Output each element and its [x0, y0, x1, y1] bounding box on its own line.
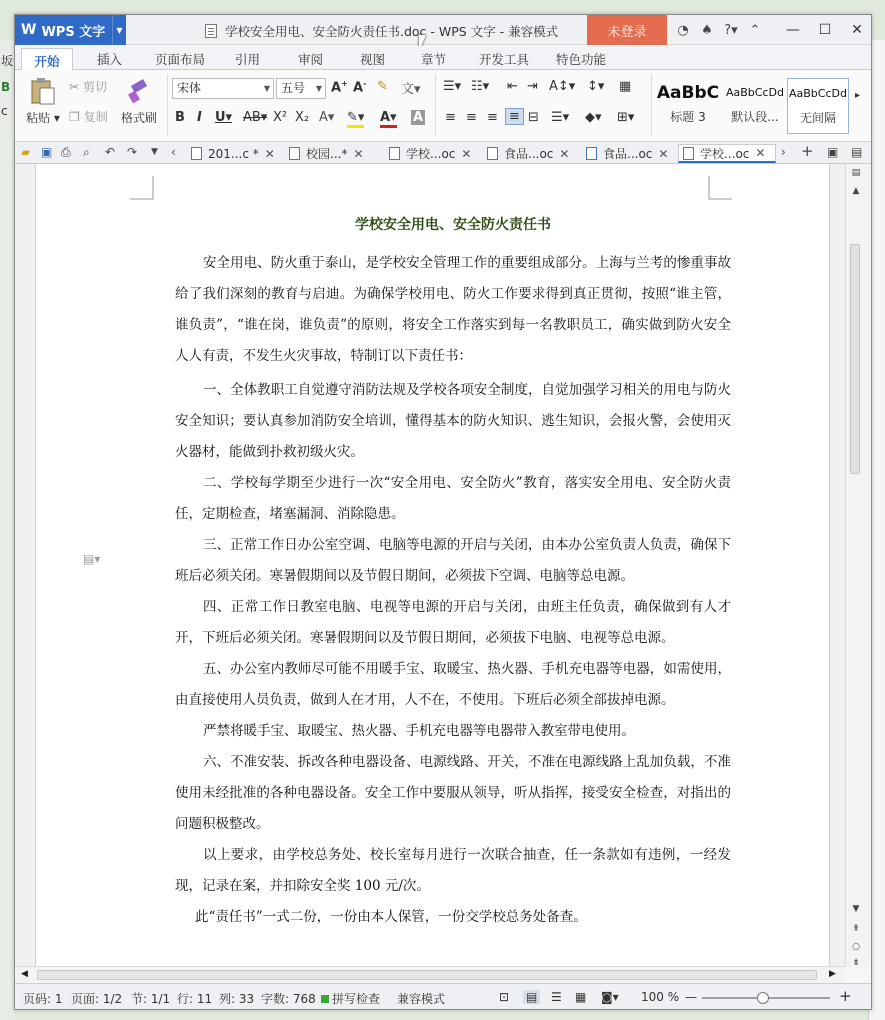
tab-page-layout[interactable]: 页面布局: [155, 52, 206, 67]
decrease-indent-icon[interactable]: ⇤: [507, 79, 518, 94]
doc-tab[interactable]: [285, 144, 383, 163]
text-effect-icon[interactable]: A▾: [319, 110, 335, 125]
paragraph: 四、正常工作日教室电脑、电视等电源的开启与关闭，由班主任负责，确保做到有人才开，下班后必须关闭。寒暑假期间以及节假日期间，必须拔下电脑、电视等总电源。: [175, 599, 731, 646]
doc-tab[interactable]: [582, 144, 680, 163]
tab-home[interactable]: 开始: [21, 48, 73, 71]
font-color-icon[interactable]: A▾: [380, 110, 397, 128]
paragraph: 五、办公室内教师尽可能不用暖手宝、取暖宝、热火器、手机充电器等电器，如需使用，由直接使用人员负责，做到人在才用，人不在，不使用。下班后必须全部拔掉电源。: [175, 661, 731, 708]
shading-icon[interactable]: ◆▾: [585, 110, 602, 125]
title-tools: [671, 15, 767, 45]
page-view-icon[interactable]: ▤: [523, 990, 540, 1004]
chevron-left-icon[interactable]: ‹: [171, 145, 176, 159]
shirt-icon[interactable]: ♠: [701, 22, 713, 38]
scroll-up-icon[interactable]: ▲: [852, 186, 860, 196]
justify-icon[interactable]: ≡: [505, 108, 524, 125]
tab-review[interactable]: 审阅: [298, 52, 324, 67]
style-sample: AaBbC: [656, 83, 720, 103]
borders-icon[interactable]: ⊞▾: [617, 110, 635, 125]
save-icon[interactable]: ▣: [41, 145, 53, 159]
chevron-right-icon[interactable]: ›: [781, 145, 786, 159]
font-name-select[interactable]: 宋体 ▼: [172, 78, 274, 99]
document-icon: [586, 147, 597, 160]
copy-label: 复制: [83, 110, 108, 124]
separator: [435, 74, 436, 136]
print-icon[interactable]: ⎙: [61, 145, 71, 159]
font-name-value: 宋体: [177, 81, 202, 95]
spell-check-label: 拼写检查: [332, 992, 381, 1006]
tab-insert[interactable]: 插入: [97, 52, 123, 67]
paragraph: 安全用电、防火重于泰山，是学校安全管理工作的重要组成部分。上海与兰考的惨重事故给了我们深刻的教育与启迪。为确保学校用电、防火工作要求得到真正贯彻，按照“谁主管，谁负责”，“谁在岗，谁负责”的原则，将安全工作落实到每一名教职员工，确实做到防火安全人人有责，不发生火灾事故，特制订以下责任书：: [175, 255, 731, 364]
window-title-text: 学校安全用电、安全防火责任书.doc - WPS 文字 - 兼容模式: [225, 24, 559, 39]
spell-check-icon: [321, 995, 329, 1003]
style-no-spacing[interactable]: [787, 78, 849, 134]
document-title: 学校安全用电、安全防火责任书: [355, 217, 551, 233]
next-page-icon[interactable]: ⇟: [852, 958, 860, 968]
font-size-value: 五号: [281, 81, 306, 95]
outline-view-icon[interactable]: ☰: [551, 990, 562, 1004]
document-icon: [289, 147, 300, 160]
copy-button[interactable]: [69, 108, 108, 125]
undo-icon[interactable]: ↶: [105, 145, 116, 159]
background-text: B: [1, 80, 11, 94]
paragraph-layout-icon[interactable]: ▤▾: [83, 552, 101, 566]
align-right-icon[interactable]: ≡: [487, 110, 498, 125]
tab-list-icon[interactable]: ▣: [827, 145, 839, 159]
document-icon: [205, 24, 217, 38]
scissors-icon: ✂: [69, 79, 80, 94]
zoom-in-icon[interactable]: +: [839, 987, 852, 1005]
distribute-icon[interactable]: ⊟: [528, 110, 539, 125]
font-size-select[interactable]: 五号 ▼: [276, 78, 326, 99]
app-menu-button[interactable]: [15, 15, 126, 45]
close-tab-icon[interactable]: ✕: [658, 146, 669, 161]
doc-tab-label: 学校...oc: [406, 147, 456, 161]
superscript-icon[interactable]: X²: [273, 110, 288, 125]
style-sample: AaBbCcDd: [789, 87, 847, 100]
doc-tab-label: 食品...oc: [504, 147, 554, 161]
help-icon[interactable]: ?▾: [724, 22, 738, 38]
tab-references[interactable]: 引用: [235, 52, 261, 67]
subscript-icon[interactable]: X₂: [295, 110, 310, 125]
customize-toolbar-icon[interactable]: ▼: [151, 147, 158, 157]
document-icon: [389, 147, 400, 160]
tab-view[interactable]: 视图: [360, 52, 386, 67]
app-name: WPS 文字: [41, 24, 106, 40]
tab-developer[interactable]: 开发工具: [479, 52, 530, 67]
window-title: [205, 22, 558, 40]
style-sample: AaBbCcDd: [726, 86, 784, 99]
login-button[interactable]: 未登录: [587, 15, 667, 45]
format-painter-button[interactable]: [119, 76, 159, 126]
close-tab-icon[interactable]: ✕: [559, 146, 570, 161]
doc-tab-active[interactable]: [678, 144, 776, 163]
minimize-icon[interactable]: —: [786, 22, 800, 38]
paste-label: 粘贴: [26, 111, 51, 125]
style-name: 默认段...: [731, 110, 779, 124]
sort-icon[interactable]: ↕▾: [587, 79, 605, 94]
chevron-down-icon[interactable]: ▼: [112, 15, 126, 45]
status-bar: [15, 983, 872, 1010]
highlight-icon[interactable]: ✎▾: [347, 110, 364, 128]
status-word-count[interactable]: 字数: 768: [261, 992, 316, 1006]
document-tab-bar: [15, 142, 872, 164]
paragraph: 二、学校每学期至少进行一次“安全用电、安全防火”教育，落实安全用电、安全防火责任，定期检查，堵塞漏洞、消除隐患。: [175, 475, 731, 522]
align-center-icon[interactable]: ≡: [466, 110, 477, 125]
document-icon: [191, 147, 202, 160]
document-area: [15, 164, 845, 966]
zoom-level[interactable]: 100 %: [641, 990, 680, 1004]
document-page[interactable]: [35, 164, 830, 966]
scroll-left-icon[interactable]: ◀: [21, 969, 28, 979]
zoom-slider-knob[interactable]: [757, 992, 769, 1004]
document-icon: [487, 147, 498, 160]
shrink-font-icon[interactable]: A-: [353, 79, 367, 96]
wps-writer-window: [14, 14, 872, 1010]
strikethrough-icon[interactable]: AB▾: [243, 110, 268, 125]
doc-tab-label: 校园...*: [306, 147, 348, 161]
new-tab-icon[interactable]: +: [801, 142, 814, 160]
styles-more-icon[interactable]: ▸: [855, 90, 861, 101]
brush-icon: [126, 76, 152, 106]
close-tab-icon[interactable]: ✕: [353, 146, 364, 161]
underline-icon[interactable]: U▾: [215, 110, 233, 125]
open-folder-icon[interactable]: ▰: [21, 145, 31, 159]
paragraph: 六、不准安装、拆改各种电器设备、电源线路、开关，不准在电源线路上乱加负载，不准使用未经批准的各种电器设备。安全工作中要服从领导，听从指挥，接受安全检查，对指出的问题积极整改。: [175, 754, 731, 832]
scroll-thumb[interactable]: [850, 244, 860, 474]
vertical-scrollbar[interactable]: [845, 164, 872, 966]
zoom-out-icon[interactable]: —: [685, 990, 697, 1004]
scroll-thumb[interactable]: [37, 970, 817, 980]
background-text: 坂: [1, 54, 14, 68]
redo-icon[interactable]: ↷: [127, 145, 138, 159]
close-tab-icon[interactable]: ✕: [755, 146, 766, 160]
horizontal-scrollbar[interactable]: [15, 966, 845, 982]
scroll-right-icon[interactable]: ▶: [829, 969, 836, 979]
web-view-icon[interactable]: ▦: [575, 990, 587, 1004]
separator: [651, 74, 652, 136]
format-painter-label: 格式刷: [120, 111, 157, 125]
window-controls: [777, 15, 872, 45]
tab-special-features[interactable]: 特色功能: [556, 52, 607, 67]
numbering-icon[interactable]: ☷▾: [471, 79, 490, 94]
doc-tab-label: 食品...oc: [603, 147, 653, 161]
copy-icon: ❐: [69, 109, 80, 124]
document-body[interactable]: [175, 214, 731, 933]
char-shading-icon[interactable]: A: [413, 110, 424, 125]
line-spacing-icon[interactable]: ☰▾: [551, 110, 570, 125]
close-icon[interactable]: ✕: [851, 22, 863, 38]
cut-label: 剪切: [83, 80, 108, 94]
paragraph: 以上要求，由学校总务处、校长室每月进行一次联合抽查，任一条款如有违例，一经发现，记录在案，并扣除安全奖 100 元/次。: [175, 847, 731, 894]
italic-icon[interactable]: I: [197, 110, 202, 125]
doc-tab[interactable]: [187, 144, 285, 163]
reading-view-icon[interactable]: ◙▾: [601, 990, 619, 1004]
close-tab-icon[interactable]: ✕: [461, 146, 472, 161]
zoom-slider[interactable]: [702, 997, 830, 999]
background-desktop-left: [0, 40, 15, 1020]
wps-logo-icon: W: [21, 22, 37, 38]
paragraph: 三、正常工作日办公室空调、电脑等电源的开启与关闭，由本办公室负责人负责，确保下班后必须关闭。寒暑假期间以及节假日期间，必须拔下空调、电脑等总电源。: [175, 537, 731, 584]
previous-page-icon[interactable]: ⇞: [852, 924, 860, 934]
title-bar: [15, 15, 872, 45]
tab-options-icon[interactable]: ▤: [851, 145, 863, 159]
background-text: c: [1, 104, 8, 118]
ribbon-tabs: [15, 46, 872, 70]
status-row[interactable]: 行: 11: [177, 992, 213, 1006]
select-browse-icon[interactable]: ○: [852, 942, 860, 952]
style-name: 标题 3: [670, 110, 706, 124]
margin-corner-top-left: [130, 176, 154, 200]
tab-chapter[interactable]: 章节: [421, 52, 447, 67]
compat-mode-label: 兼容模式: [397, 992, 446, 1006]
align-left-icon[interactable]: ≡: [445, 110, 456, 125]
paragraph: 一、全体教职工自觉遵守消防法规及学校各项安全制度，自觉加强学习相关的用电与防火安全知识；要认真参加消防安全培训，懂得基本的防火知识、逃生知识，会报火警，会使用灭火器材，能做到扑救初级火灾。: [175, 382, 731, 460]
paragraph: 此“责任书”一式二份，一份由本人保管，一份交学校总务处备查。: [195, 909, 587, 925]
style-heading-3[interactable]: [655, 78, 721, 134]
style-name: 无间隔: [799, 111, 836, 125]
doc-tab[interactable]: [385, 144, 483, 163]
ribbon-home: [15, 70, 872, 142]
close-tab-icon[interactable]: ✕: [264, 146, 275, 161]
paragraph: 严禁将暖手宝、取暖宝、热火器、手机充电器等电器带入教室带电使用。: [203, 723, 635, 739]
collapse-ribbon-icon[interactable]: ⌃: [749, 22, 761, 38]
full-screen-view-icon[interactable]: ⊡: [499, 990, 510, 1004]
paste-button[interactable]: 粘贴 ▾: [23, 76, 63, 126]
paste-icon: [28, 76, 58, 106]
scroll-down-icon[interactable]: ▼: [852, 904, 860, 914]
doc-tab-label: 学校...oc: [700, 146, 750, 161]
status-page-number[interactable]: 页码: 1: [23, 992, 63, 1006]
separator: [167, 74, 168, 136]
cut-button[interactable]: [69, 78, 107, 95]
doc-tab-label: 201...c *: [208, 146, 259, 161]
margin-corner-top-right: [708, 176, 732, 200]
status-section[interactable]: 节: 1/1: [131, 992, 171, 1006]
bullets-icon[interactable]: ☰▾: [443, 79, 462, 94]
table-icon[interactable]: ▦: [619, 79, 632, 94]
status-column[interactable]: 列: 33: [219, 992, 255, 1006]
char-spacing-icon[interactable]: A↕▾: [549, 79, 576, 94]
document-icon: [683, 147, 694, 160]
phonetic-guide-icon[interactable]: 文▾: [401, 82, 421, 97]
ruler-toggle-icon[interactable]: ▤: [851, 168, 861, 178]
status-pages[interactable]: 页面: 1/2: [71, 992, 123, 1006]
maximize-icon[interactable]: ☐: [818, 22, 832, 38]
increase-indent-icon[interactable]: ⇥: [527, 79, 538, 94]
clear-format-icon[interactable]: ✎: [377, 79, 388, 94]
style-default-paragraph[interactable]: [721, 78, 789, 134]
spell-check-toggle[interactable]: [321, 990, 380, 1007]
doc-tab[interactable]: [483, 144, 581, 163]
grow-font-icon[interactable]: A+: [331, 79, 348, 96]
skin-icon[interactable]: ◔: [677, 22, 689, 38]
print-preview-icon[interactable]: ⌕: [83, 145, 90, 159]
bold-icon[interactable]: B: [175, 110, 185, 125]
